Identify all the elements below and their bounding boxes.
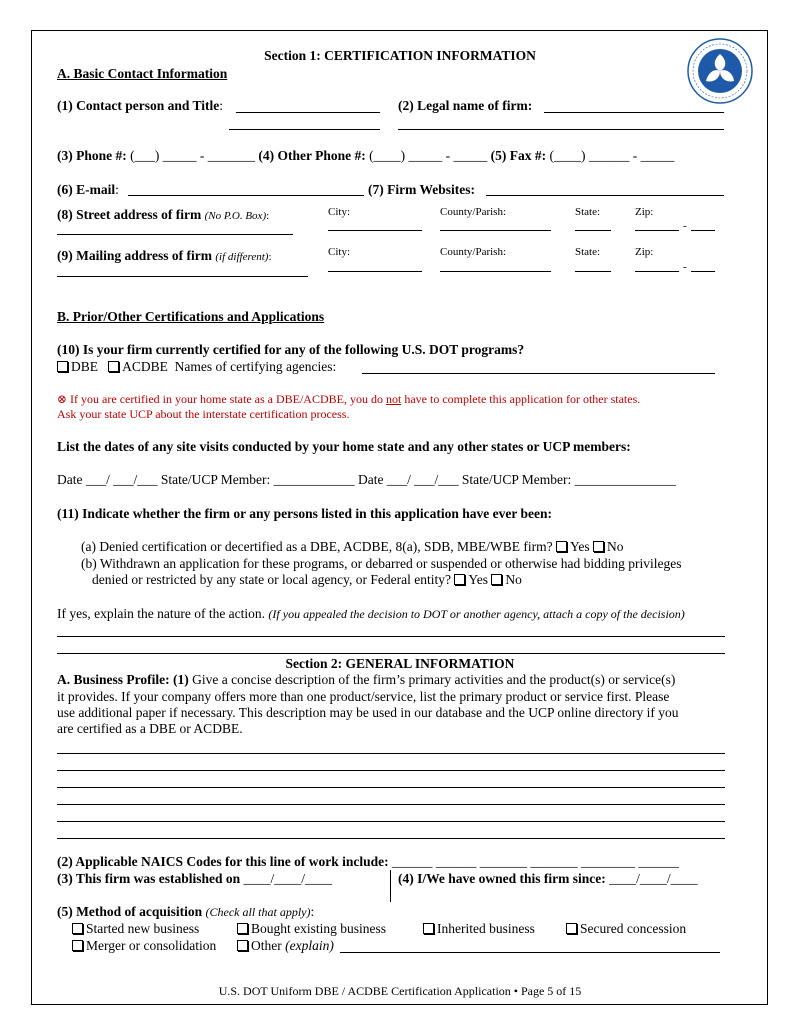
naics-fields[interactable]: ______ ______ _______ _______ ________ ______ — [392, 854, 679, 869]
contact-title-field[interactable] — [229, 129, 380, 130]
interstate-notice-line2: Ask your state UCP about the interstate certification process. — [57, 407, 350, 421]
q11a-row: (a) Denied certification or decertified as a DBE, ACDBE, 8(a), SDB, MBE/WBE firm? Yes No — [81, 539, 624, 554]
page-footer: U.S. DOT Uniform DBE / ACDBE Certification Application • Page 5 of 15 — [218, 984, 582, 998]
owned-since-row: (4) I/We have owned this firm since: ____/____/____ — [398, 871, 698, 886]
q11b-no-checkbox[interactable] — [491, 574, 502, 585]
description-line-2[interactable] — [57, 770, 725, 771]
mail-county-field[interactable] — [440, 271, 551, 272]
websites-field[interactable] — [486, 195, 724, 196]
merger-checkbox[interactable] — [72, 940, 83, 951]
mailing-address-label: (9) Mailing address of firm (if different): — [57, 248, 272, 263]
phone-row: (3) Phone #: (___) _____ - _______ (4) Other Phone #: (____) _____ - _____ (5) Fax #: (____) ______ - _____ — [57, 148, 675, 163]
q10-label: (10) Is your firm currently certified for any of the following U.S. DOT programs? — [57, 342, 525, 357]
secured-checkbox[interactable] — [566, 923, 577, 934]
description-line-4[interactable] — [57, 804, 725, 805]
description-line-5[interactable] — [57, 821, 725, 822]
street-city-field[interactable] — [328, 230, 422, 231]
business-profile-line3: use additional paper if necessary. This description may be used in our database and the UCP online directory if you — [57, 705, 679, 720]
street-address-field[interactable] — [57, 234, 293, 235]
started-checkbox[interactable] — [72, 923, 83, 934]
zip-dash: - — [683, 220, 687, 232]
explain-line-2[interactable] — [57, 653, 725, 654]
description-line-3[interactable] — [57, 787, 725, 788]
site-visit-dates-row[interactable]: Date ___/ ___/___ State/UCP Member: ____________ Date ___/ ___/___ State/UCP Member: _______________ — [57, 472, 676, 487]
websites-label: (7) Firm Websites: — [368, 182, 475, 197]
business-profile-line4: are certified as a DBE or ACDBE. — [57, 721, 243, 736]
description-line-6[interactable] — [57, 838, 725, 839]
q11-label: (11) Indicate whether the firm or any persons listed in this application have ever been: — [57, 506, 552, 521]
certifying-agencies-field[interactable] — [362, 373, 715, 374]
zip-label: Zip: — [635, 206, 654, 218]
q11a-no-checkbox[interactable] — [593, 541, 604, 552]
email-field[interactable] — [128, 195, 364, 196]
prior-certifications-heading: B. Prior/Other Certifications and Applications — [57, 309, 325, 324]
other-phone-input[interactable]: (____) _____ - _____ — [369, 148, 488, 163]
established-row: (3) This firm was established on ____/____/____ — [57, 871, 333, 886]
mail-zip-field[interactable] — [635, 271, 679, 272]
mailing-address-field[interactable] — [57, 276, 308, 277]
city-label: City: — [328, 206, 351, 218]
description-line-1[interactable] — [57, 753, 725, 754]
opt-started[interactable]: Started new business — [72, 921, 199, 937]
opt-merger[interactable]: Merger or consolidation — [72, 938, 216, 954]
if-yes-explain-label: If yes, explain the nature of the action. (If you appealed the decision to DOT or another agency, attach a copy of the decision) — [57, 606, 685, 621]
interstate-notice-line1: ⊗ If you are certified in your home state as a DBE/ACDBE, you do not have to complete this application for other states. — [57, 392, 641, 406]
naics-row: (2) Applicable NAICS Codes for this line of work include: ______ ______ _______ _______ ________ ______ — [57, 854, 679, 869]
opt-secured[interactable]: Secured concession — [566, 921, 686, 937]
q11a-yes-checkbox[interactable] — [556, 541, 567, 552]
acdbe-checkbox[interactable] — [108, 361, 119, 372]
inherited-checkbox[interactable] — [423, 923, 434, 934]
email-label: (6) E-mail: — [57, 182, 119, 197]
opt-other[interactable]: Other (explain) — [237, 938, 334, 954]
mail-county-label: County/Parish: — [440, 246, 507, 258]
legal-name-label: (2) Legal name of firm: — [398, 98, 533, 113]
phone-input[interactable]: (___) _____ - _______ — [130, 148, 255, 163]
other-checkbox[interactable] — [237, 940, 248, 951]
mail-zip-dash: - — [683, 261, 687, 273]
q11b-yes-checkbox[interactable] — [454, 574, 465, 585]
other-explain-field[interactable] — [340, 952, 720, 953]
bought-checkbox[interactable] — [237, 923, 248, 934]
street-address-label: (8) Street address of firm (No P.O. Box): — [57, 207, 270, 222]
legal-name-field[interactable] — [544, 112, 724, 113]
section2-title: Section 2: GENERAL INFORMATION — [285, 656, 515, 671]
mail-state-label: State: — [575, 246, 601, 258]
mail-state-field[interactable] — [575, 271, 611, 272]
mail-city-label: City: — [328, 246, 351, 258]
street-state-field[interactable] — [575, 230, 611, 231]
column-divider — [390, 870, 391, 902]
mail-city-field[interactable] — [328, 271, 422, 272]
contact-person-label: (1) Contact person and Title: — [57, 98, 224, 113]
fax-input[interactable]: (____) ______ - _____ — [549, 148, 675, 163]
business-profile-line1: A. Business Profile: (1) Give a concise description of the firm’s primary activities and the product(s) or service(s) — [57, 672, 676, 687]
acquisition-label: (5) Method of acquisition (Check all that apply): — [57, 904, 315, 919]
q11b-line2: denied or restricted by any state or local agency, or Federal entity? Yes No — [92, 572, 522, 587]
mail-zip4-field[interactable] — [691, 271, 715, 272]
dbe-checkbox[interactable] — [57, 361, 68, 372]
q11b-line1: (b) Withdrawn an application for these programs, or debarred or suspended or otherwise had bidding privileges — [81, 556, 682, 571]
mail-zip-label: Zip: — [635, 246, 654, 258]
business-profile-line2: it provides. If your company offers more than one product/service, list the primary product or service first. Please — [57, 689, 670, 704]
street-zip4-field[interactable] — [691, 230, 715, 231]
section1-title: Section 1: CERTIFICATION INFORMATION — [264, 48, 536, 63]
street-county-field[interactable] — [440, 230, 551, 231]
opt-inherited[interactable]: Inherited business — [423, 921, 535, 937]
basic-contact-heading: A. Basic Contact Information — [57, 66, 228, 81]
owned-since-field[interactable]: ____/____/____ — [609, 871, 698, 886]
opt-bought[interactable]: Bought existing business — [237, 921, 386, 937]
legal-name-field-2[interactable] — [398, 129, 724, 130]
street-zip-field[interactable] — [635, 230, 679, 231]
contact-person-field[interactable] — [236, 112, 380, 113]
site-visits-label: List the dates of any site visits conducted by your home state and any other states or UCP members: — [57, 439, 631, 454]
county-label: County/Parish: — [440, 206, 507, 218]
q10-options: DBE ACDBE Names of certifying agencies: — [57, 359, 336, 375]
explain-line-1[interactable] — [57, 636, 725, 637]
state-label: State: — [575, 206, 601, 218]
established-date-field[interactable]: ____/____/____ — [243, 871, 333, 886]
